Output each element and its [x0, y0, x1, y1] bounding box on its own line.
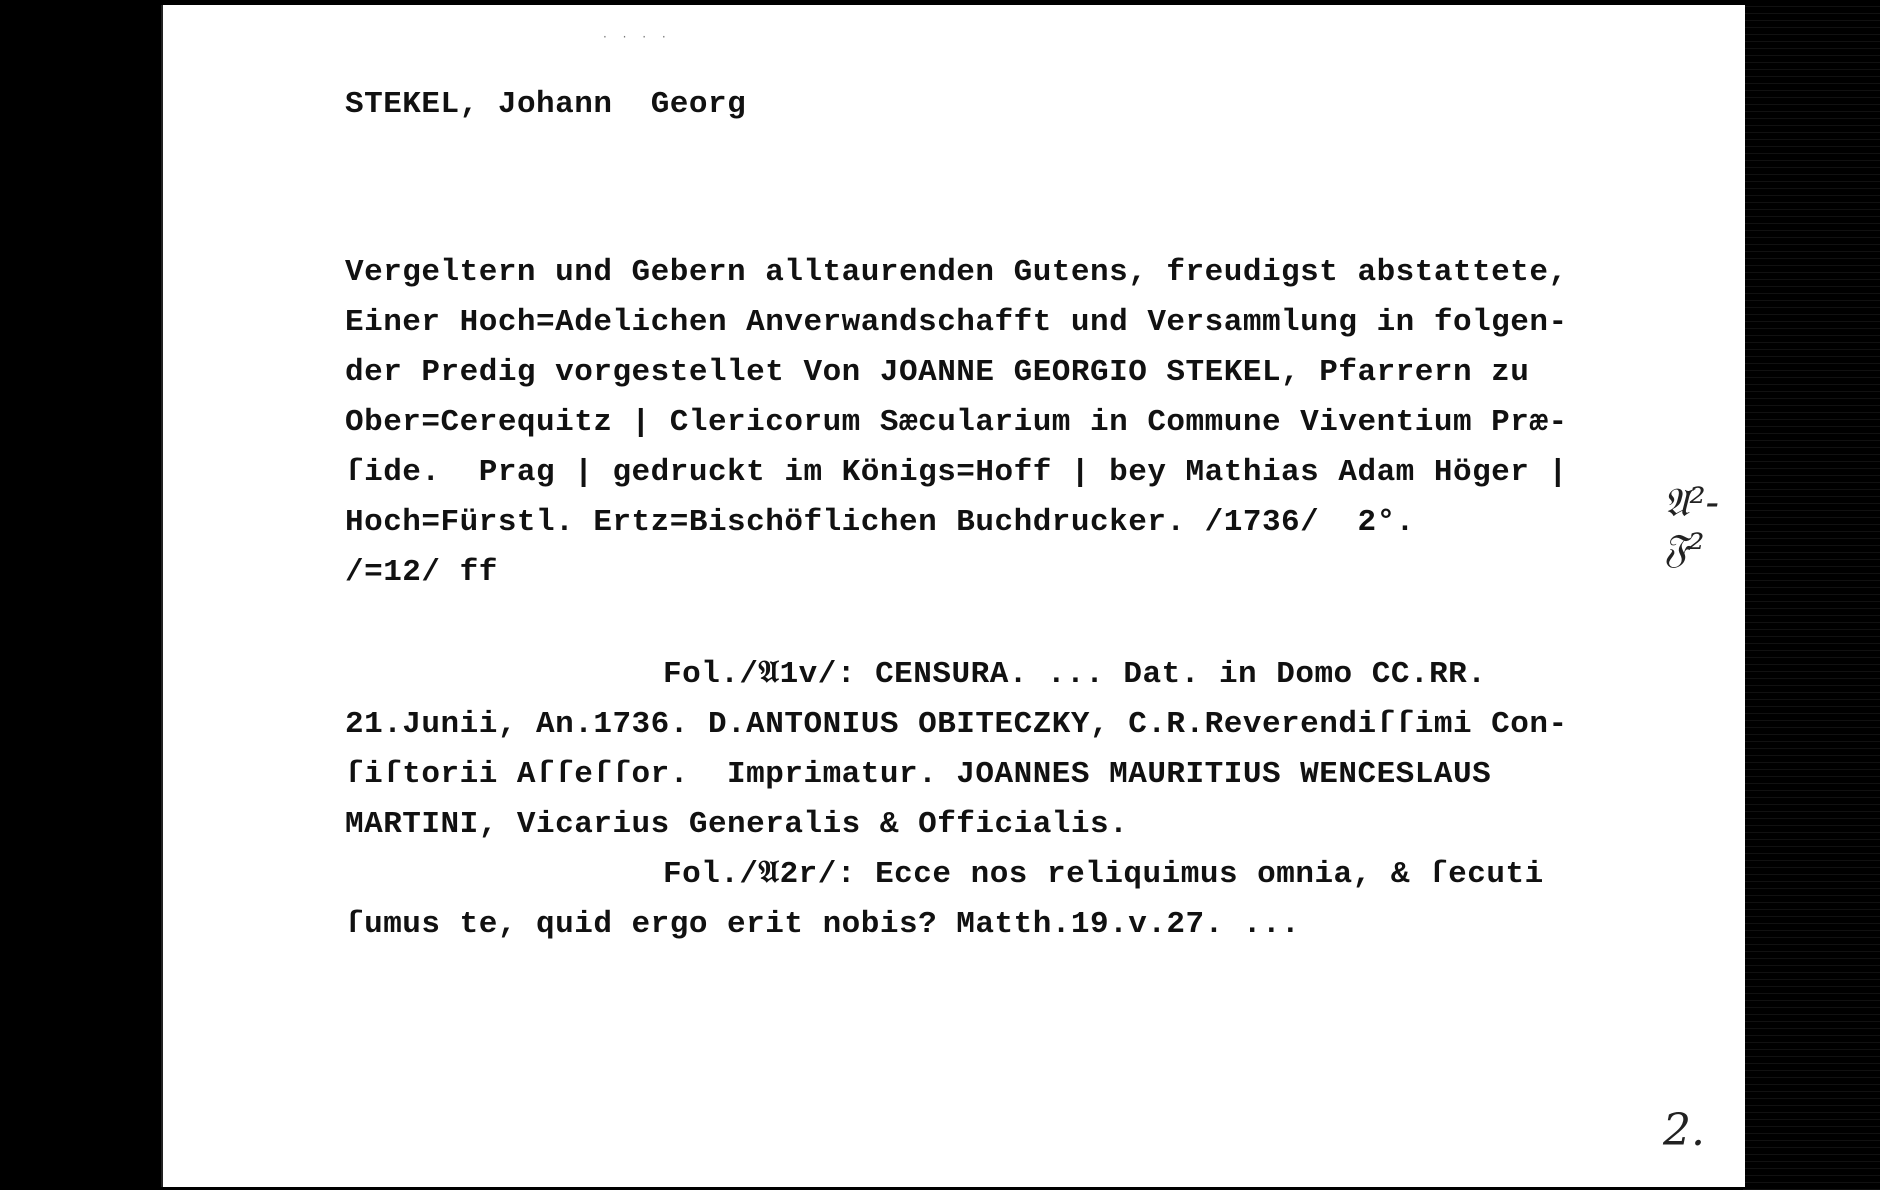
paper-specks: · · · · — [603, 30, 672, 44]
note-censura-line-3: MARTINI, Vicarius Generalis & Officialis. — [345, 807, 1129, 842]
title-line-1: Vergeltern und Gebern alltaurenden Gutens, freudigst abstattete, — [345, 255, 1568, 290]
note-incipit-line-1: ſumus te, quid ergo erit nobis? Matth.19.v.27. ... — [345, 907, 1301, 942]
title-line-4: Ober=Cerequitz | Clericorum Sæcularium in Commune Viventium Præ- — [345, 405, 1568, 440]
title-line-5: ſide. Prag | gedruckt im Königs=Hoff | bey Mathias Adam Höger | — [345, 455, 1568, 490]
note-censura-lead: Fol./𝔄1v/: CENSURA. ... Dat. in Domo CC.RR. — [663, 657, 1487, 692]
leaves-count-line: /=12/ ff — [345, 555, 498, 590]
title-line-2: Einer Hoch=Adelichen Anverwandschafft und Versammlung in folgen- — [345, 305, 1568, 340]
heading-surname: STEKEL, — [345, 87, 479, 122]
heading-given-name-2: Georg — [650, 87, 747, 122]
note-censura-line-2: ſiſtorii Aſſeſſor. Imprimatur. JOANNES MAURITIUS WENCESLAUS — [345, 757, 1492, 792]
handwritten-collation: 𝔄²-𝔉² — [1663, 480, 1720, 572]
catalog-card — [161, 5, 1745, 1187]
card-heading — [345, 87, 746, 122]
note-censura-line-1: 21.Junii, An.1736. D.ANTONIUS OBITECZKY, C.R.Reverendiſſimi Con- — [345, 707, 1568, 742]
film-edge-strip — [1743, 0, 1880, 1190]
heading-given-name: Johann — [497, 87, 613, 122]
title-line-3: der Predig vorgestellet Von JOANNE GEORGIO STEKEL, Pfarrern zu — [345, 355, 1530, 390]
handwritten-page-number: 2. — [1663, 1105, 1705, 1156]
title-line-6: Hoch=Fürstl. Ertz=Bischöflichen Buchdrucker. /1736/ 2°. — [345, 505, 1415, 540]
note-incipit-lead: Fol./𝔄2r/: Ecce nos reliquimus omnia, & ſecuti — [663, 857, 1544, 892]
